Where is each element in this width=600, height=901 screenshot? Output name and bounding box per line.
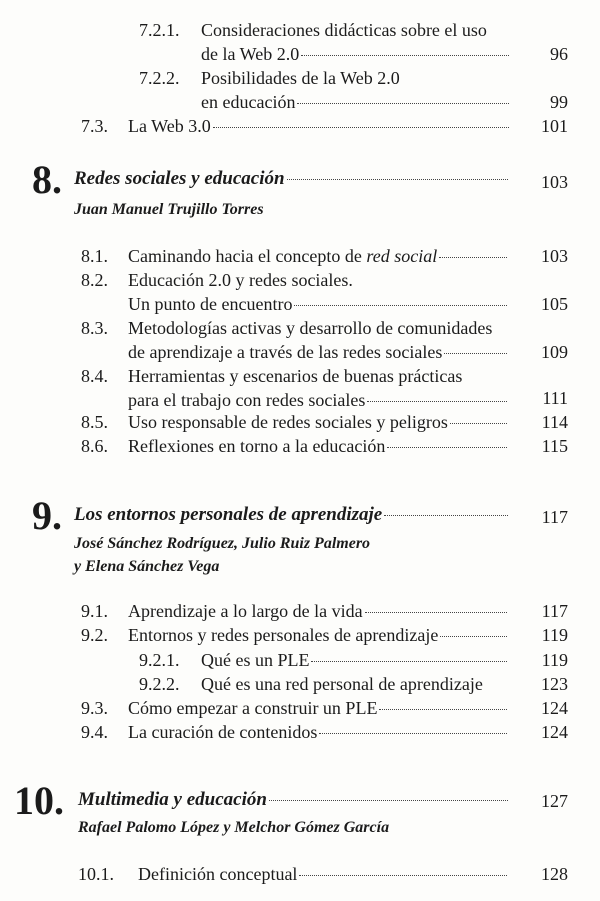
chapter-title: Los entornos personales de aprendizaje	[74, 504, 383, 525]
leader-dots	[287, 179, 508, 180]
leader-dots	[367, 401, 507, 402]
leader-dots	[379, 709, 507, 710]
entry-text: Qué es una red personal de aprendizaje	[201, 674, 483, 694]
chapter-number: 9.	[32, 493, 62, 538]
entry-text: Educación 2.0 y redes sociales.	[128, 270, 353, 290]
page-number: 103	[541, 172, 568, 192]
leader-dots	[311, 661, 507, 662]
leader-dots	[384, 515, 508, 516]
page-number: 119	[541, 625, 568, 645]
page-number: 119	[541, 650, 568, 670]
entry-text: para el trabajo con redes sociales	[128, 390, 366, 410]
entry-text: Uso responsable de redes sociales y peligros	[128, 412, 448, 432]
leader-dots	[294, 305, 507, 306]
leader-dots	[444, 353, 507, 354]
entry-number: 8.6.	[81, 436, 108, 456]
entry-number: 9.2.2.	[139, 674, 180, 694]
chapter-authors: José Sánchez Rodríguez, Julio Ruiz Palmero	[74, 535, 371, 552]
chapter-number: 10.	[14, 778, 64, 823]
leader-dots	[439, 257, 507, 258]
page-number: 128	[541, 864, 568, 884]
entry-number: 8.2.	[81, 270, 108, 290]
page-number: 127	[541, 791, 568, 811]
entry-text: Cómo empezar a construir un PLE	[128, 698, 378, 718]
entry-number: 9.2.1.	[139, 650, 180, 670]
page-number: 105	[541, 294, 568, 314]
italic-term: red social	[366, 246, 438, 266]
leader-dots	[269, 800, 508, 801]
page-number: 123	[541, 674, 568, 694]
entry-text: Entornos y redes personales de aprendizaje	[128, 625, 439, 645]
entry-text: Posibilidades de la Web 2.0	[201, 68, 400, 88]
entry-number: 9.1.	[81, 601, 108, 621]
chapter-title: Multimedia y educación	[78, 789, 267, 810]
chapter-number: 8.	[32, 157, 62, 202]
leader-dots	[450, 423, 507, 424]
leader-dots	[213, 127, 509, 128]
leader-dots	[387, 447, 507, 448]
page-number: 124	[541, 722, 568, 742]
entry-text: en educación	[201, 92, 296, 112]
leader-dots	[440, 636, 507, 637]
entry-number: 9.2.	[81, 625, 108, 645]
entry-number: 7.2.2.	[139, 68, 180, 88]
entry-text: Definición conceptual	[138, 864, 298, 884]
leader-dots	[299, 875, 507, 876]
entry-text: Caminando hacia el concepto de red social	[128, 246, 438, 266]
page-number: 96	[550, 44, 568, 64]
leader-dots	[301, 55, 509, 56]
page-number: 117	[541, 601, 568, 621]
entry-number: 8.1.	[81, 246, 108, 266]
entry-text: de aprendizaje a través de las redes sociales	[128, 342, 443, 362]
page-number: 115	[541, 436, 568, 456]
entry-text: Un punto de encuentro	[128, 294, 293, 314]
chapter-authors: y Elena Sánchez Vega	[74, 558, 220, 575]
chapter-title: Redes sociales y educación	[74, 168, 285, 189]
entry-number: 8.3.	[81, 318, 108, 338]
chapter-authors: Rafael Palomo López y Melchor Gómez García	[78, 819, 390, 836]
page-number: 101	[541, 116, 568, 136]
entry-number: 8.4.	[81, 366, 108, 386]
entry-number: 8.5.	[81, 412, 108, 432]
page-number: 117	[541, 507, 568, 527]
entry-text: de la Web 2.0	[201, 44, 300, 64]
page-number: 109	[541, 342, 568, 362]
chapter-authors: Juan Manuel Trujillo Torres	[74, 201, 264, 218]
entry-text: Reflexiones en torno a la educación	[128, 436, 386, 456]
page-number: 111	[542, 388, 568, 408]
entry-number: 7.2.1.	[139, 20, 180, 40]
entry-text: La curación de contenidos	[128, 722, 318, 742]
page-number: 103	[541, 246, 568, 266]
entry-number: 10.1.	[78, 864, 114, 884]
leader-dots	[297, 103, 509, 104]
leader-dots	[365, 612, 507, 613]
page-number: 114	[541, 412, 568, 432]
entry-text: Aprendizaje a lo largo de la vida	[128, 601, 363, 621]
page-number: 124	[541, 698, 568, 718]
entry-text: Metodologías activas y desarrollo de comunidades	[128, 318, 493, 338]
entry-number: 9.4.	[81, 722, 108, 742]
entry-number: 7.3.	[81, 116, 108, 136]
entry-number: 9.3.	[81, 698, 108, 718]
entry-text: Consideraciones didácticas sobre el uso	[201, 20, 487, 40]
entry-text: Herramientas y escenarios de buenas prácticas	[128, 366, 463, 386]
entry-text: Qué es un PLE	[201, 650, 310, 670]
leader-dots	[319, 733, 507, 734]
page-number: 99	[550, 92, 568, 112]
entry-text: La Web 3.0	[128, 116, 211, 136]
